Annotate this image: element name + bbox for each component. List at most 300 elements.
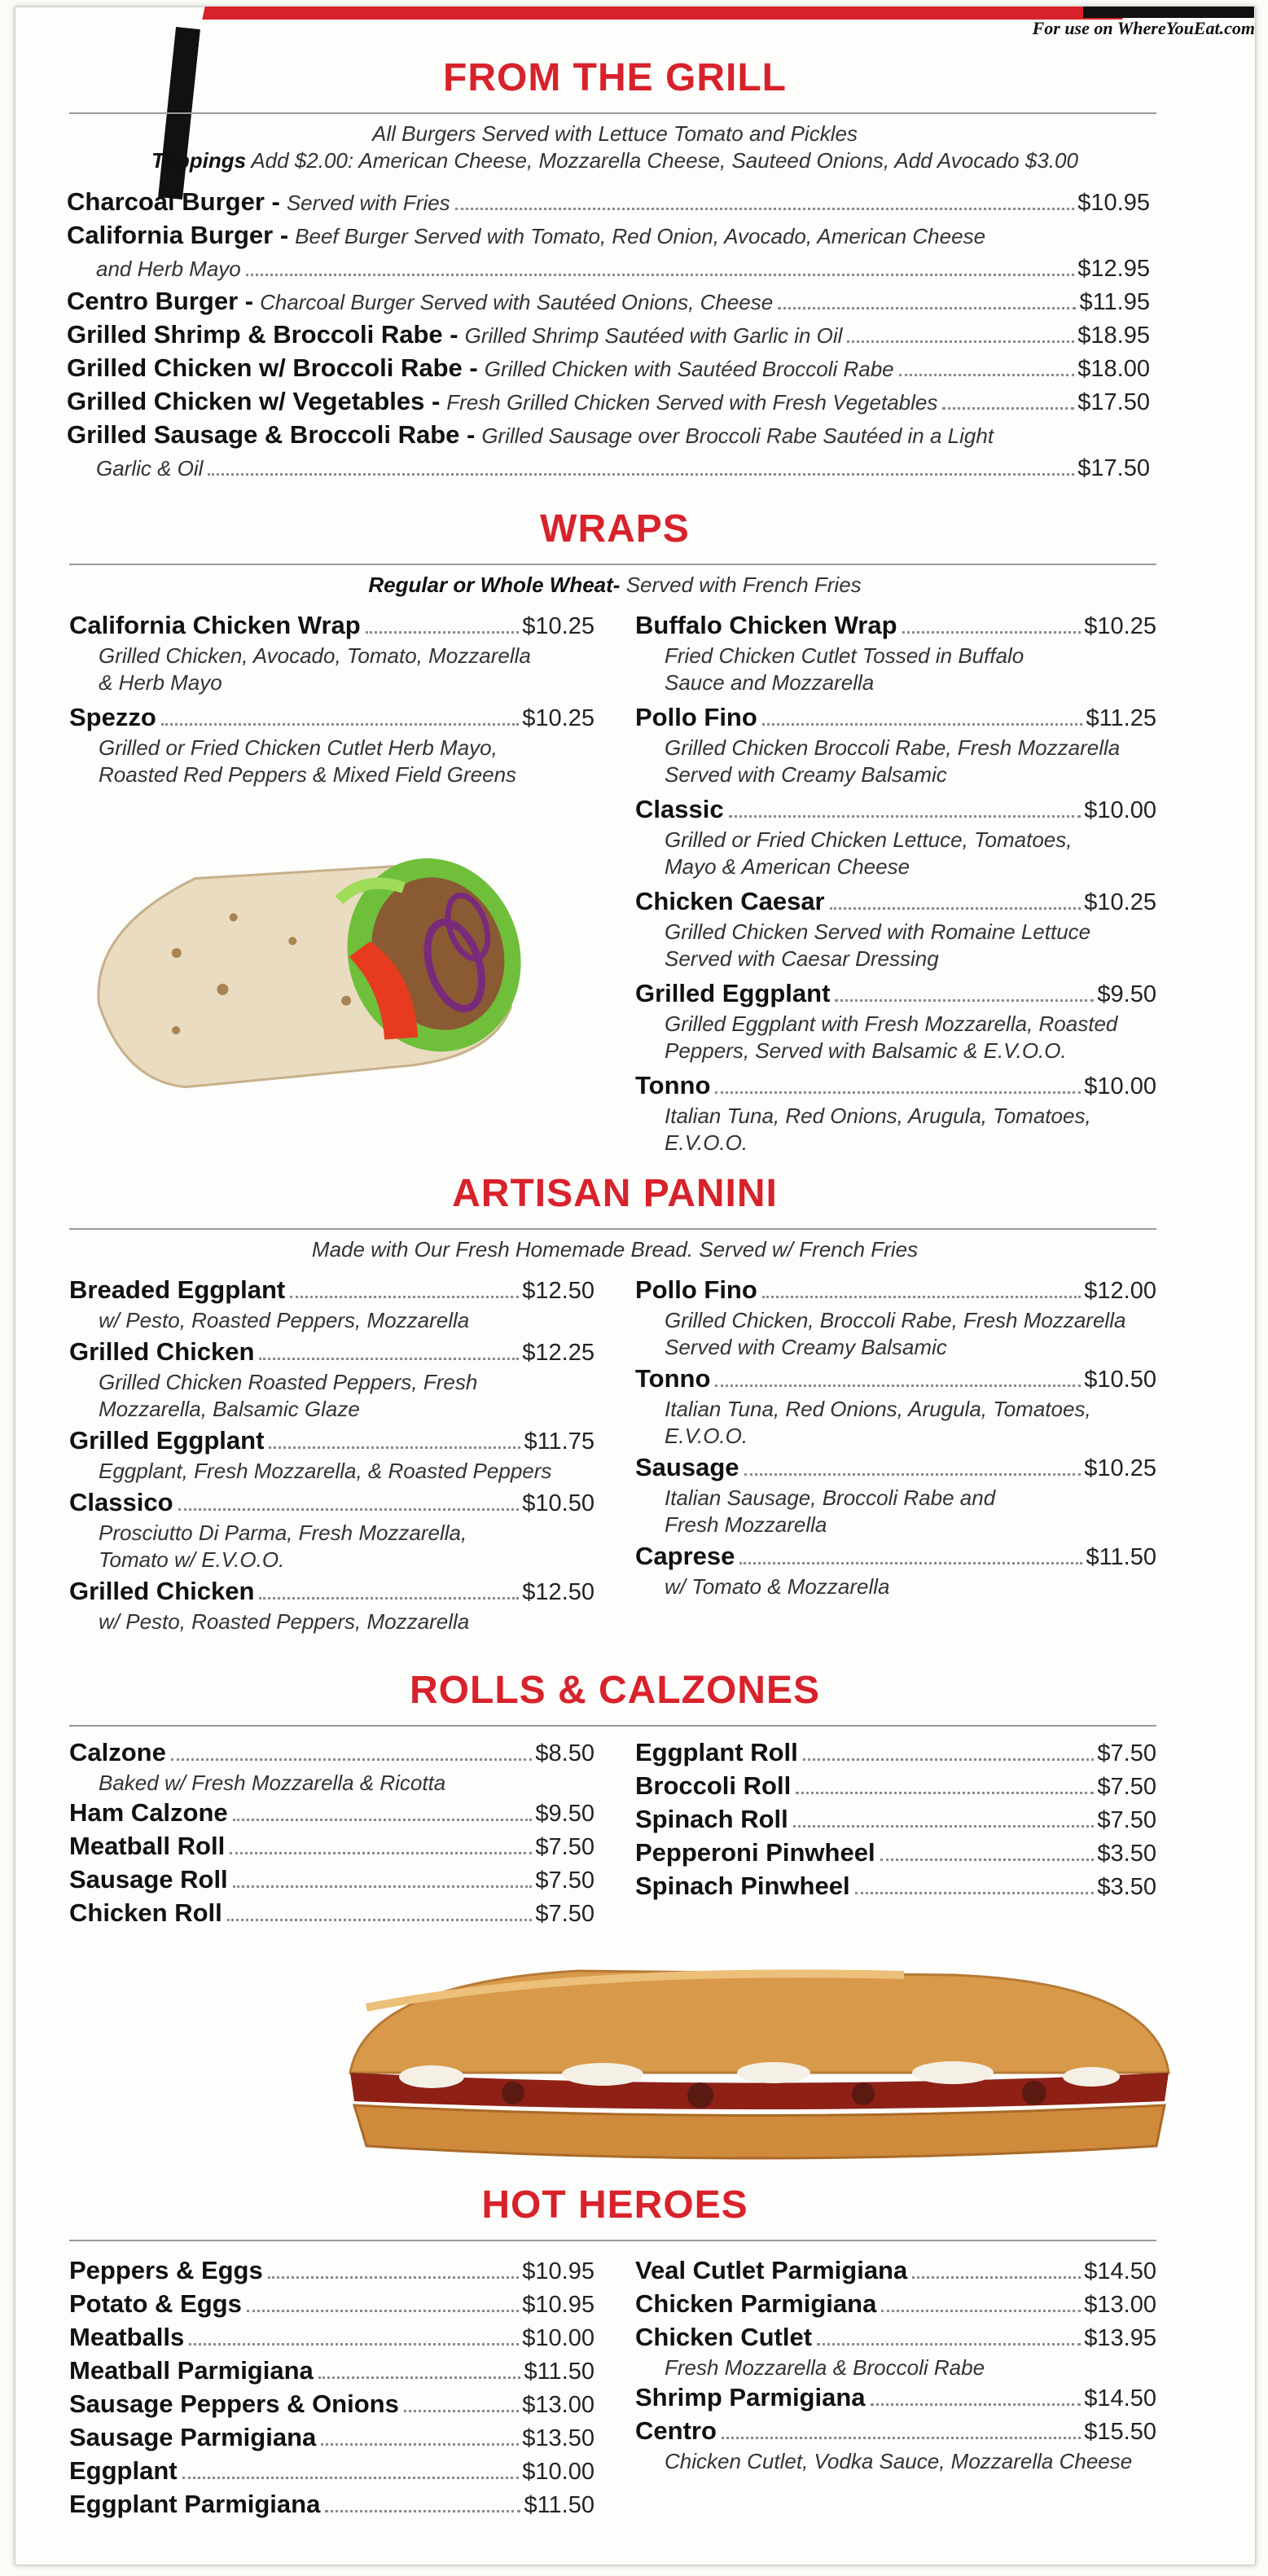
menu-item-description: Fried Chicken Cutlet Tossed in Buffalo: [665, 643, 1024, 668]
dot-leader: [189, 2343, 519, 2346]
grill-rule: [69, 112, 1156, 114]
menu-item-row: [67, 352, 1150, 385]
dot-leader: [247, 2310, 519, 2312]
dot-leader: [942, 407, 1074, 410]
menu-item-price: $7.50: [1097, 1774, 1156, 1800]
menu-item-price: $11.50: [1086, 1544, 1156, 1570]
menu-item-description: w/ Pesto, Roasted Peppers, Mozzarella: [99, 1609, 470, 1634]
menu-item-description: Italian Sausage, Broccoli Rabe and: [665, 1485, 996, 1510]
menu-item-price: $17.50: [1077, 455, 1150, 481]
menu-item-row: [67, 186, 1150, 219]
dot-leader: [881, 2310, 1081, 2312]
menu-item-row: [635, 1069, 1156, 1103]
menu-item-price: $10.95: [1077, 190, 1150, 216]
menu-item-name: Grilled Chicken: [69, 1577, 255, 1605]
menu-item-row: [67, 219, 1150, 252]
dot-leader: [762, 1296, 1081, 1298]
dot-leader: [268, 2276, 520, 2279]
dot-leader: [817, 2343, 1081, 2346]
menu-item-name: Eggplant Roll: [635, 1738, 798, 1766]
dot-leader: [321, 2443, 519, 2446]
menu-item-name: Spezzo: [69, 703, 156, 731]
menu-item: [635, 1736, 1156, 1770]
menu-item-row: [69, 1486, 595, 1520]
menu-item-description: Chicken Cutlet, Vodka Sauce, Mozzarella Cheese: [665, 2449, 1133, 2473]
chicken-wrap-image: [69, 794, 582, 1161]
menu-item: [635, 793, 1156, 880]
menu-item-name: Peppers & Eggs: [69, 2256, 263, 2284]
menu-item: [635, 2415, 1156, 2475]
heroes-title: HOT HEROES: [481, 2183, 748, 2227]
menu-item-price: $9.50: [535, 1801, 595, 1827]
menu-item-name: Grilled Chicken w/ Broccoli Rabe -: [67, 353, 478, 382]
dot-leader: [835, 999, 1094, 1002]
dot-leader: [871, 2403, 1082, 2406]
wraps-note: Regular or Whole Wheat- Served with French Fries: [368, 573, 862, 597]
menu-item-description: Grilled Eggplant with Fresh Mozzarella, Roasted: [665, 1012, 1118, 1036]
menu-item-row: [69, 1797, 595, 1830]
menu-item-row: [635, 1274, 1156, 1307]
menu-item-row: [69, 1575, 595, 1608]
menu-item: [69, 609, 595, 696]
menu-item-row: [635, 1363, 1156, 1396]
menu-item: [635, 1451, 1156, 1538]
menu-item-price: $8.50: [535, 1740, 595, 1766]
menu-item-name: Grilled Chicken: [69, 1337, 255, 1366]
menu-item-description: w/ Tomato & Mozzarella: [665, 1574, 890, 1599]
menu-item-name: Potato & Eggs: [69, 2289, 242, 2318]
dot-leader: [230, 1852, 532, 1854]
menu-item-row: [635, 1540, 1156, 1573]
menu-item: [635, 1274, 1156, 1361]
dot-leader: [161, 723, 520, 726]
menu-item-description: Sauce and Mozzarella: [665, 670, 875, 695]
panini-rule: [69, 1228, 1156, 1230]
menu-item-name: Classic: [635, 795, 724, 823]
menu-item-row: [67, 285, 1150, 318]
menu-item: [69, 1336, 595, 1423]
menu-item-name: Meatballs: [69, 2323, 185, 2351]
menu-item-name: Broccoli Roll: [635, 1771, 792, 1800]
wraps-right-list: [635, 609, 1156, 1156]
menu-item-price: $11.75: [524, 1428, 595, 1455]
menu-item: [69, 1897, 595, 1930]
menu-item-row: [69, 2421, 595, 2455]
menu-item: [69, 1863, 595, 1897]
menu-item: [69, 1797, 595, 1830]
menu-item: [69, 1424, 595, 1485]
menu-item: [635, 1837, 1156, 1870]
dot-leader: [803, 1758, 1095, 1761]
menu-item-name: Grilled Shrimp & Broccoli Rabe -: [67, 320, 458, 349]
dot-leader: [290, 1296, 519, 1298]
menu-item-row: [69, 609, 595, 643]
menu-item-name: Grilled Sausage & Broccoli Rabe -: [67, 420, 476, 449]
menu-item-row: [69, 2455, 595, 2488]
menu-item-name: Sausage: [635, 1453, 739, 1481]
dot-leader: [182, 2477, 520, 2479]
menu-item-price: $7.50: [535, 1901, 595, 1927]
menu-item: [69, 701, 595, 788]
rolls-rule: [69, 1725, 1156, 1727]
menu-item-row: [69, 1736, 595, 1770]
dot-leader: [715, 1385, 1081, 1387]
menu-item-description: Mozzarella, Balsamic Glaze: [99, 1397, 360, 1421]
menu-item: [69, 2354, 595, 2388]
menu-item-price: $12.25: [522, 1340, 595, 1366]
menu-item-price: $10.25: [1084, 613, 1156, 639]
menu-item: [635, 1770, 1156, 1803]
menu-item-description: Italian Tuna, Red Onions, Arugula, Tomatoes,: [665, 1104, 1091, 1128]
menu-item: [69, 2421, 595, 2455]
dot-leader: [855, 1892, 1095, 1894]
menu-item-row: [635, 2321, 1156, 2354]
menu-item-description: Italian Tuna, Red Onions, Arugula, Tomatoes,: [665, 1397, 1091, 1421]
menu-item-row: [69, 2254, 595, 2288]
menu-item-row: [69, 1274, 595, 1307]
menu-item: [69, 2488, 595, 2521]
menu-item-row: [635, 1451, 1156, 1485]
grill-title: FROM THE GRILL: [443, 56, 787, 99]
grill-list: [67, 186, 1150, 485]
menu-item-description: w/ Pesto, Roasted Peppers, Mozzarella: [99, 1308, 470, 1332]
menu-item: [69, 2388, 595, 2421]
menu-item-description: E.V.O.O.: [665, 1424, 748, 1448]
menu-item-description: Grilled or Fried Chicken Cutlet Herb Mayo,: [99, 735, 498, 760]
menu-item-name: Meatball Roll: [69, 1832, 226, 1860]
menu-item-name: Charcoal Burger -: [67, 187, 280, 216]
menu-item-price: $17.50: [1077, 389, 1150, 415]
menu-item-price: $3.50: [1097, 1841, 1156, 1867]
dot-leader: [715, 1091, 1081, 1094]
menu-item-price: $7.50: [535, 1834, 595, 1860]
menu-item-name: Shrimp Parmigiana: [635, 2383, 866, 2411]
dot-leader: [366, 631, 520, 634]
dot-leader: [793, 1825, 1095, 1828]
menu-item: [635, 2288, 1156, 2321]
menu-item-row: [635, 885, 1156, 919]
menu-item-price: $18.95: [1077, 323, 1150, 349]
menu-item-description: Grilled or Fried Chicken Lettuce, Tomatoes,: [665, 827, 1073, 852]
panini-right-list: [635, 1274, 1156, 1600]
menu-item-description: Grilled Chicken, Avocado, Tomato, Mozzarella: [99, 643, 531, 668]
dot-leader: [847, 340, 1074, 343]
menu-item-name: Spinach Pinwheel: [635, 1872, 850, 1900]
menu-item-price: $18.00: [1077, 356, 1150, 382]
menu-item-description: E.V.O.O.: [665, 1130, 748, 1155]
menu-item: [69, 1575, 595, 1635]
menu-item-row: [635, 2415, 1156, 2448]
menu-item-price: $11.25: [1086, 705, 1156, 731]
menu-item-row: [69, 1336, 595, 1369]
menu-item-price: $10.50: [1084, 1367, 1156, 1393]
menu-item-price: $7.50: [1097, 1807, 1156, 1833]
menu-item-name: Meatball Parmigiana: [69, 2356, 314, 2385]
menu-item-price: $11.95: [1079, 289, 1150, 315]
watermark-text: For use on WhereYouEat.com: [1032, 18, 1255, 38]
menu-item-row: [635, 1803, 1156, 1837]
menu-item-description: Served with Fries: [286, 191, 450, 215]
menu-item-price: $15.50: [1084, 2419, 1156, 2445]
menu-item-price: $14.50: [1084, 2258, 1156, 2284]
dot-leader: [269, 1446, 520, 1449]
dot-leader: [455, 208, 1075, 210]
menu-item-price: $10.00: [1084, 1073, 1156, 1099]
menu-item-row: [635, 2381, 1156, 2415]
menu-item-description: & Herb Mayo: [99, 670, 222, 695]
dot-leader: [796, 1792, 1094, 1794]
menu-item-row: [635, 1736, 1156, 1770]
menu-item: [67, 186, 1150, 219]
dot-leader: [208, 473, 1074, 476]
hero-sandwich-image: [334, 1951, 1181, 2179]
menu-item-description: Grilled Chicken Broccoli Rabe, Fresh Mozzarella: [665, 735, 1121, 760]
menu-item-price: $10.95: [522, 2292, 595, 2318]
menu-item-name: Eggplant: [69, 2456, 178, 2485]
menu-item-price: $14.50: [1084, 2385, 1156, 2411]
menu-item-description: Grilled Chicken, Broccoli Rabe, Fresh Mozzarella: [665, 1308, 1126, 1332]
menu-item-description: Served with Caesar Dressing: [665, 946, 939, 971]
menu-item-name: Pollo Fino: [635, 703, 757, 731]
menu-item-row: [635, 977, 1156, 1011]
menu-item-description: Peppers, Served with Balsamic & E.V.O.O.: [665, 1038, 1067, 1063]
menu-item-description: Fresh Grilled Chicken Served with Fresh Vegetables: [446, 390, 938, 415]
menu-item-price: $10.00: [522, 2459, 595, 2485]
rolls-left-list: [69, 1736, 595, 1930]
menu-item-price: $10.25: [1084, 1455, 1156, 1481]
menu-item-price: $11.50: [524, 2492, 595, 2518]
menu-item: [69, 1486, 595, 1573]
menu-item-name: Sausage Peppers & Onions: [69, 2389, 399, 2418]
menu-item: [635, 701, 1156, 788]
menu-item-description: and Herb Mayo: [96, 257, 241, 281]
menu-item: [67, 318, 1150, 352]
menu-item: [635, 2321, 1156, 2381]
menu-item-name: Classico: [69, 1488, 173, 1516]
menu-item: [69, 1830, 595, 1863]
panini-left-list: [69, 1274, 595, 1635]
menu-item-name: Buffalo Chicken Wrap: [635, 611, 897, 639]
rolls-right-list: [635, 1736, 1156, 1903]
menu-item-price: $9.50: [1097, 981, 1156, 1007]
menu-item-name: Caprese: [635, 1542, 735, 1570]
menu-item-row: [69, 701, 595, 735]
menu-item-description: Baked w/ Fresh Mozzarella & Ricotta: [99, 1771, 446, 1795]
dot-leader: [259, 1597, 519, 1600]
menu-item-name: Veal Cutlet Parmigiana: [635, 2256, 908, 2284]
menu-item-row: [635, 2254, 1156, 2288]
menu-item-description: Fresh Mozzarella & Broccoli Rabe: [665, 2355, 985, 2380]
menu-item-price: $10.95: [522, 2258, 595, 2284]
menu-item-description: Served with Creamy Balsamic: [665, 1335, 947, 1359]
menu-item: [635, 885, 1156, 972]
menu-item-description: Prosciutto Di Parma, Fresh Mozzarella,: [99, 1521, 467, 1545]
menu-item-name: Chicken Caesar: [635, 887, 825, 915]
menu-item-row: [635, 793, 1156, 827]
menu-item-price: $10.25: [522, 613, 595, 639]
menu-item-price: $12.50: [522, 1278, 595, 1304]
heroes-left-list: [69, 2254, 595, 2521]
menu-item-row: [67, 252, 1150, 285]
menu-item-description: Mayo & American Cheese: [665, 854, 910, 879]
menu-item-price: $3.50: [1097, 1874, 1156, 1900]
menu-item-description: Charcoal Burger Served with Sautéed Onions, Cheese: [260, 290, 774, 314]
menu-item-description: Grilled Chicken Served with Romaine Lettuce: [665, 919, 1091, 944]
menu-item-name: Breaded Eggplant: [69, 1275, 286, 1304]
menu-item-price: $12.95: [1077, 256, 1150, 282]
menu-item-row: [635, 701, 1156, 735]
menu-item-name: Ham Calzone: [69, 1798, 228, 1827]
menu-item: [69, 2288, 595, 2321]
menu-item-price: $13.50: [522, 2425, 595, 2451]
menu-item-name: Pollo Fino: [635, 1275, 757, 1304]
dot-leader: [318, 2376, 521, 2379]
top-red-bar: [202, 7, 1125, 20]
menu-item: [69, 2455, 595, 2488]
menu-item-description: Beef Burger Served with Tomato, Red Onion, Avocado, American Cheese: [295, 224, 986, 248]
menu-item-price: $12.50: [522, 1579, 595, 1605]
dot-leader: [178, 1508, 520, 1511]
dot-leader: [778, 307, 1076, 309]
menu-item: [69, 1736, 595, 1797]
menu-item-row: [69, 1863, 595, 1897]
menu-item-name: Eggplant Parmigiana: [69, 2490, 321, 2518]
dot-leader: [744, 1473, 1082, 1476]
menu-item-row: [69, 2388, 595, 2421]
dot-leader: [233, 1819, 533, 1821]
wraps-left-list: [69, 609, 595, 788]
heroes-right-list: [635, 2254, 1156, 2475]
menu-item-price: $7.50: [1097, 1740, 1156, 1766]
menu-item-name: Tonno: [635, 1364, 711, 1393]
dot-leader: [259, 1358, 519, 1360]
menu-item-row: [635, 609, 1156, 643]
menu-item-price: $11.50: [524, 2359, 595, 2385]
menu-item-row: [69, 2488, 595, 2521]
menu-item: [69, 2321, 595, 2354]
menu-item-row: [635, 1870, 1156, 1903]
menu-item-row: [67, 318, 1150, 352]
menu-item-price: $10.50: [522, 1490, 595, 1516]
dot-leader: [912, 2276, 1081, 2279]
dot-leader: [171, 1758, 533, 1761]
menu-item: [635, 609, 1156, 696]
menu-item: [67, 352, 1150, 385]
menu-item-name: Tonno: [635, 1071, 711, 1099]
menu-item-description: Grilled Chicken with Sautéed Broccoli Rabe: [484, 357, 894, 381]
menu-item-row: [69, 2288, 595, 2321]
menu-item-row: [69, 1424, 595, 1458]
menu-item-description: Fresh Mozzarella: [665, 1512, 827, 1537]
menu-item-price: $13.00: [1084, 2292, 1156, 2318]
dot-leader: [227, 1919, 533, 1921]
menu-item-name: California Burger -: [67, 221, 289, 249]
dot-leader: [899, 374, 1075, 376]
dot-leader: [880, 1858, 1095, 1861]
menu-item: [635, 2381, 1156, 2415]
menu-item: [69, 2254, 595, 2288]
dot-leader: [902, 631, 1082, 634]
menu-item-name: Grilled Eggplant: [69, 1426, 265, 1455]
menu-item-row: [67, 419, 1150, 452]
menu-item: [67, 385, 1150, 419]
menu-item-row: [67, 385, 1150, 419]
menu-item-name: Sausage Parmigiana: [69, 2423, 317, 2451]
wraps-rule: [69, 564, 1156, 565]
menu-item-name: Spinach Roll: [635, 1805, 788, 1833]
menu-item-row: [69, 2321, 595, 2354]
menu-item-name: Centro Burger -: [67, 287, 254, 315]
menu-item-name: Grilled Chicken w/ Vegetables -: [67, 387, 441, 415]
menu-item: [635, 1363, 1156, 1450]
menu-item-price: $13.00: [522, 2392, 595, 2418]
menu-item-row: [67, 452, 1150, 485]
menu-item-name: Grilled Eggplant: [635, 979, 831, 1007]
menu-item: [635, 977, 1156, 1064]
menu-item: [635, 2254, 1156, 2288]
dot-leader: [739, 1562, 1082, 1564]
dot-leader: [762, 723, 1083, 726]
menu-item-price: $7.50: [535, 1867, 595, 1894]
top-black-bar: [1083, 7, 1254, 18]
menu-item: [67, 419, 1150, 485]
menu-item-description: Grilled Shrimp Sautéed with Garlic in Oil: [464, 323, 843, 348]
menu-item: [635, 1803, 1156, 1837]
dot-leader: [246, 274, 1075, 276]
heroes-rule: [69, 2240, 1156, 2241]
menu-item-name: Sausage Roll: [69, 1865, 228, 1894]
menu-item-name: Pepperoni Pinwheel: [635, 1838, 875, 1867]
menu-item: [635, 1069, 1156, 1156]
menu-item-row: [635, 2288, 1156, 2321]
menu-item: [69, 1274, 595, 1334]
menu-item-row: [69, 2354, 595, 2388]
grill-note-1: All Burgers Served with Lettuce Tomato and Pickles: [372, 121, 858, 146]
menu-item-description: Grilled Chicken Roasted Peppers, Fresh: [99, 1370, 478, 1394]
menu-item-price: $10.00: [1084, 797, 1156, 823]
menu-item-row: [69, 1897, 595, 1930]
menu-item-price: $10.25: [1084, 889, 1156, 915]
menu-item-name: Calzone: [69, 1738, 166, 1766]
menu-item-name: Chicken Roll: [69, 1898, 222, 1927]
menu-item-description: Roasted Red Peppers & Mixed Field Greens: [99, 762, 517, 787]
menu-item: [635, 1540, 1156, 1600]
menu-item-description: Tomato w/ E.V.O.O.: [99, 1547, 285, 1572]
dot-leader: [729, 815, 1082, 818]
menu-item-description: Grilled Sausage over Broccoli Rabe Sautéed in a Light: [481, 423, 994, 448]
dot-leader: [325, 2510, 520, 2512]
menu-item-price: $10.25: [522, 705, 595, 731]
menu-item-name: Centro: [635, 2416, 717, 2445]
menu-item-description: Eggplant, Fresh Mozzarella, & Roasted Peppers: [99, 1459, 552, 1483]
menu-item-row: [635, 1837, 1156, 1870]
menu-item-description: Served with Creamy Balsamic: [665, 762, 947, 787]
menu-item-price: $10.00: [522, 2325, 595, 2351]
panini-title: ARTISAN PANINI: [452, 1172, 778, 1215]
menu-item-row: [635, 1770, 1156, 1803]
dot-leader: [722, 2437, 1081, 2439]
menu-item-row: [69, 1830, 595, 1863]
dot-leader: [404, 2410, 519, 2412]
menu-item: [635, 1870, 1156, 1903]
wraps-title: WRAPS: [540, 507, 690, 551]
menu-item-name: Chicken Parmigiana: [635, 2289, 877, 2318]
menu-item-price: $13.95: [1084, 2325, 1156, 2351]
menu-item-price: $12.00: [1084, 1278, 1156, 1304]
grill-note-2: Toppings Add $2.00: American Cheese, Mozzarella Cheese, Sauteed Onions, Add Avocado $3.00: [151, 148, 1078, 173]
menu-item: [67, 285, 1150, 318]
dot-leader: [233, 1885, 533, 1888]
